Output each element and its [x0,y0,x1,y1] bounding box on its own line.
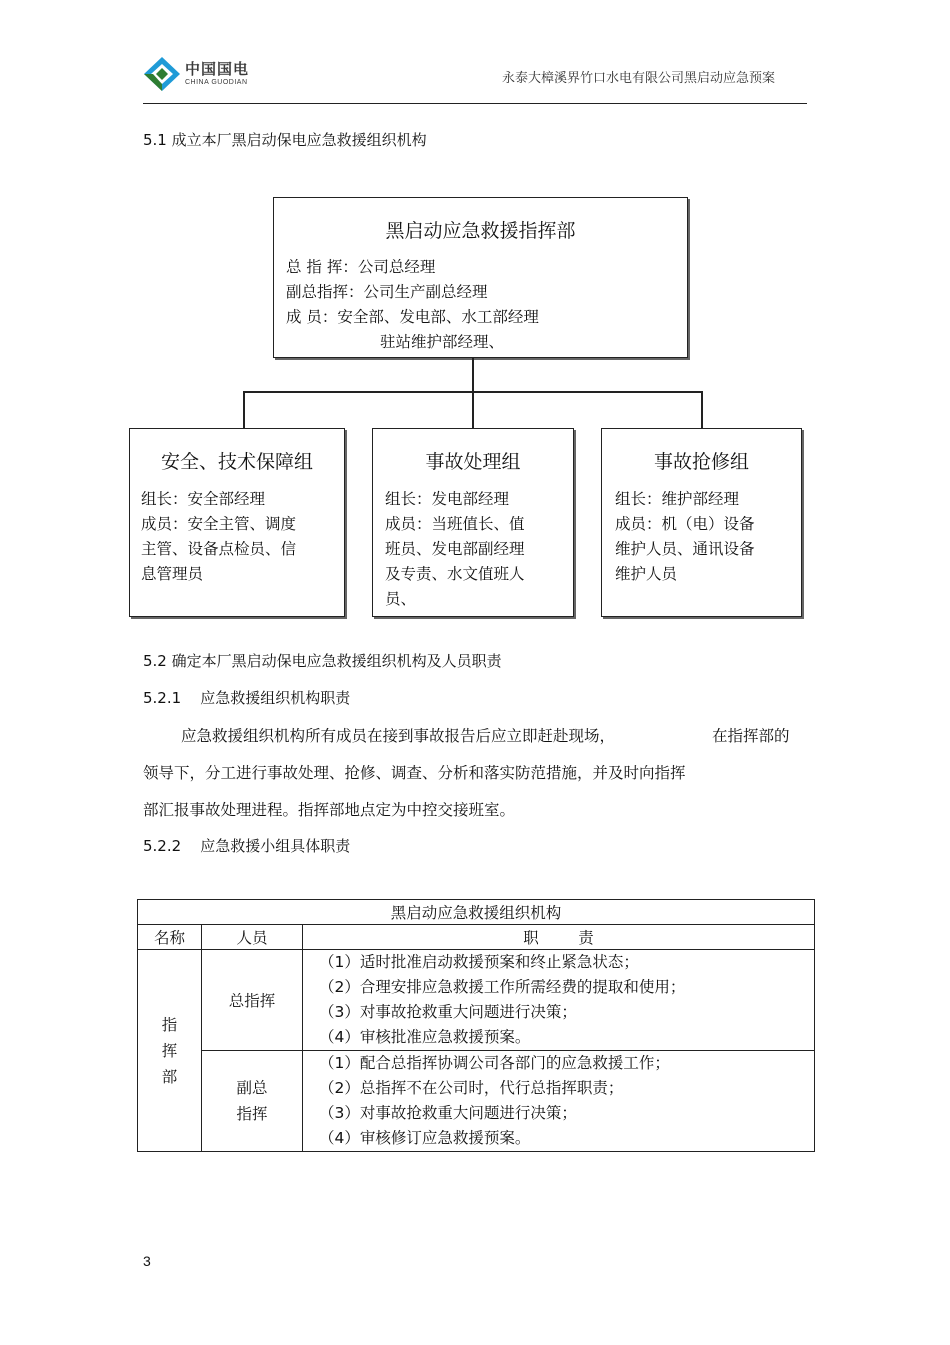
duty-item: （3）对事故抢救重大问题进行决策； [319,1003,577,1021]
group-line: 息管理员 [141,565,204,583]
section-5-2-heading: 5.2 确定本厂黑启动保电应急救援组织机构及人员职责 [143,652,502,670]
duty-item: （4）审核批准应急救援预案。 [319,1028,531,1046]
hq-box [273,197,688,358]
section-5-2-2-heading: 5.2.2 应急救援小组具体职责 [143,837,351,855]
group-line: 及专责、水文值班人 [385,565,525,583]
group-box-repair [601,428,802,617]
connector-line [243,391,245,428]
hq-line: 驻站维护部经理、 [380,333,505,351]
paragraph-line: 应急救援组织机构所有成员在接到事故报告后应立即赶赴现场， [181,727,616,745]
paragraph-line: 部汇报事故处理进程。指挥部地点定为中控交接班室。 [143,801,516,819]
hq-line: 副总指挥：公司生产副总经理 [286,283,488,301]
section-5-2-1-heading: 5.2.1 应急救援组织机构职责 [143,689,351,707]
duty-table [137,899,815,1152]
section-5-1-heading: 5.1 成立本厂黑启动保电应急救援组织机构 [143,131,427,149]
table-caption-row [138,900,815,925]
company-logo [143,56,263,92]
paragraph-line: 在指挥部的 [712,727,790,745]
group-line: 组长：发电部经理 [385,490,510,508]
logo-english-text: CHINA GUODIAN [185,79,248,86]
group-line: 员、 [385,590,417,608]
group-title: 事故抢修组 [653,451,749,473]
column-header: 人员 [202,925,303,950]
person-cell: 副总 指挥 [202,1051,303,1152]
header-divider [143,103,807,104]
group-line: 成员：当班值长、值 [385,515,525,533]
group-name-cell: 指 挥 部 [138,950,202,1152]
duties-cell [303,950,815,1051]
group-line: 维护人员、通讯设备 [615,540,755,558]
person-cell: 总指挥 [202,950,303,1051]
column-header: 职 责 [303,925,815,950]
group-title: 事故处理组 [425,451,521,473]
column-header: 名称 [138,925,202,950]
group-line: 组长：安全部经理 [141,490,266,508]
duty-item: （2）合理安排应急救援工作所需经费的提取和使用； [319,978,686,996]
duty-item: （2）总指挥不在公司时，代行总指挥职责； [319,1079,624,1097]
connector-line [701,391,703,428]
table-row [138,950,815,1051]
duty-item: （3）对事故抢救重大问题进行决策； [319,1104,577,1122]
group-title: 安全、技术保障组 [160,451,313,473]
group-line: 维护人员 [615,565,678,583]
group-line: 成员：机（电）设备 [615,515,755,533]
group-box-safety [129,428,345,617]
hq-title: 黑启动应急救援指挥部 [385,220,576,242]
group-line: 主管、设备点检员、信 [141,540,297,558]
duty-item: （4）审核修订应急救援预案。 [319,1129,531,1147]
group-line: 组长：维护部经理 [615,490,740,508]
table-caption: 黑启动应急救援组织机构 [138,900,815,925]
connector-line [472,391,474,428]
document-header-title: 永泰大樟溪界竹口水电有限公司黑启动应急预案 [501,71,775,86]
paragraph-line: 领导下，分工进行事故处理、抢修、调查、分析和落实防范措施，并及时向指挥 [143,764,686,782]
connector-line [472,358,474,392]
duties-cell [303,1051,815,1152]
duty-item: （1）适时批准启动救援预案和终止紧急状态； [319,953,639,971]
table-row [138,1051,815,1152]
hq-line: 总 指 挥：公司总经理 [286,258,436,276]
guodian-logo-icon [143,56,181,92]
table-header-row [138,925,815,950]
hq-line: 成 员：安全部、发电部、水工部经理 [286,308,539,326]
group-box-incident [372,428,574,617]
logo-chinese-text: 中国国电 [185,60,250,78]
page-number: 3 [143,1253,151,1269]
group-line: 成员：安全主管、调度 [141,515,297,533]
duty-item: （1）配合总指挥协调公司各部门的应急救援工作； [319,1054,670,1072]
group-line: 班员、发电部副经理 [385,540,525,558]
